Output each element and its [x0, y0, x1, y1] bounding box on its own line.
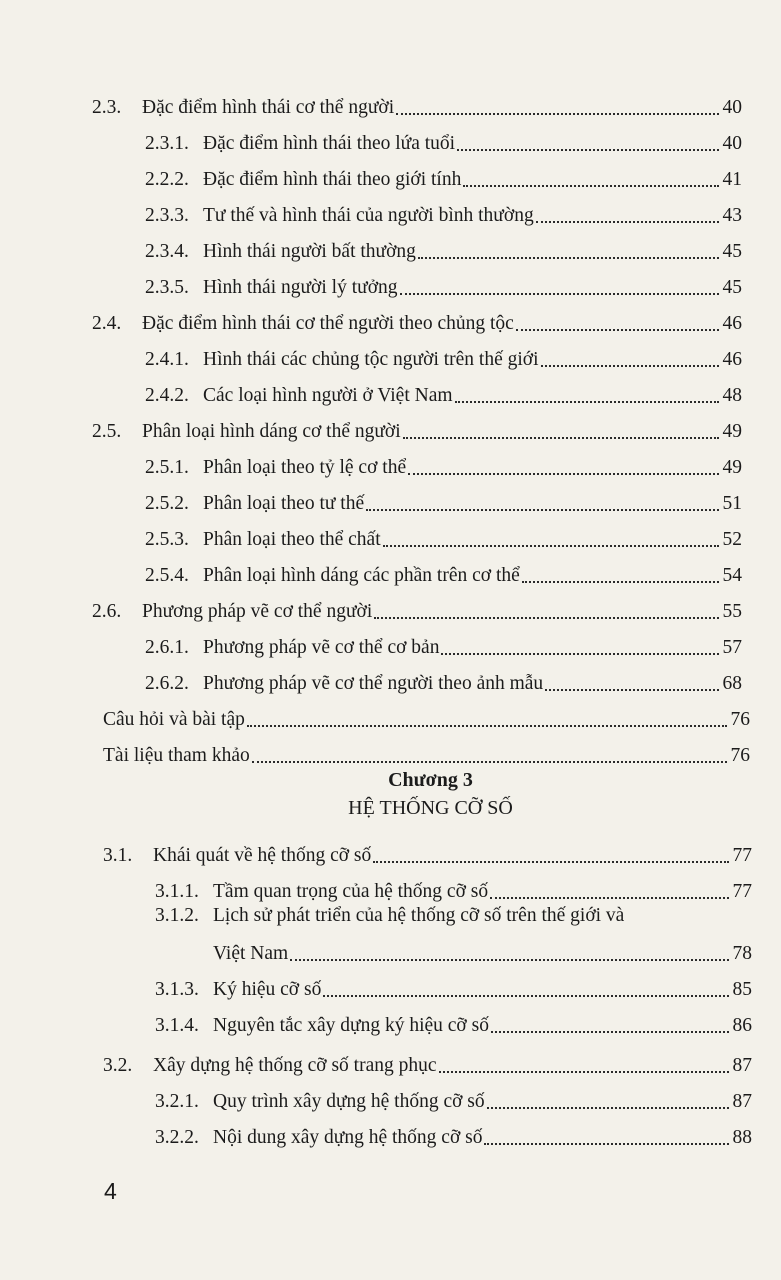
dot-leader [455, 401, 719, 403]
dot-leader [484, 1143, 728, 1145]
entry-number: 2.3. [92, 97, 122, 118]
dot-leader [522, 581, 719, 583]
toc-entry [145, 660, 742, 696]
entry-title: Phương pháp vẽ cơ thể cơ bản [203, 637, 440, 658]
dot-leader [487, 1107, 729, 1109]
entry-title: Các loại hình người ở Việt Nam [203, 385, 453, 406]
dot-leader [290, 959, 728, 961]
entry-title: Hình thái các chủng tộc người trên thế giới [203, 349, 539, 370]
entry-page: 76 [730, 709, 750, 730]
entry-number: 2.6. [92, 601, 122, 622]
entry-number: 2.4.2. [145, 385, 189, 406]
entry-title: Đặc điểm hình thái theo giới tính [203, 169, 462, 190]
entry-page: 76 [730, 745, 750, 766]
toc-entry [103, 832, 752, 868]
entry-page: 78 [732, 943, 752, 964]
entry-title: Lịch sử phát triển của hệ thống cỡ số trên thế giới và [213, 905, 625, 926]
entry-page: 86 [732, 1015, 752, 1036]
dot-leader [545, 689, 718, 691]
entry-page: 85 [732, 979, 752, 1000]
entry-title: Tư thế và hình thái của người bình thường [203, 205, 534, 226]
dot-leader [403, 437, 719, 439]
entry-number: 2.6.1. [145, 637, 189, 658]
toc-entry [145, 336, 742, 372]
entry-page: 46 [722, 313, 742, 334]
toc-entry [92, 300, 742, 336]
entry-number: 3.1. [103, 845, 133, 866]
dot-leader [491, 1031, 729, 1033]
entry-page: 40 [722, 133, 742, 154]
toc-entry [92, 588, 742, 624]
entry-number: 2.5.1. [145, 457, 189, 478]
toc-entry [155, 1078, 752, 1114]
entry-title: Phương pháp vẽ cơ thể người theo ảnh mẫu [203, 673, 544, 694]
dot-leader [373, 861, 728, 863]
toc-entry [145, 192, 742, 228]
entry-title: Đặc điểm hình thái cơ thể người theo chủng tộc [142, 313, 514, 334]
dot-leader [374, 617, 718, 619]
dot-leader [516, 329, 719, 331]
entry-title: Tài liệu tham khảo [103, 745, 250, 766]
entry-number: 2.4. [92, 313, 122, 334]
entry-title: Hình thái người bất thường [203, 241, 416, 262]
entry-number: 3.1.2. [155, 905, 199, 926]
chapter-title: HỆ THỐNG CỠ SỐ [348, 797, 513, 819]
dot-leader [396, 113, 718, 115]
dot-leader [323, 995, 728, 997]
entry-title: Phân loại hình dáng cơ thể người [142, 421, 401, 442]
entry-page: 54 [722, 565, 742, 586]
dot-leader [463, 185, 718, 187]
entry-page: 55 [722, 601, 742, 622]
entry-page: 51 [722, 493, 742, 514]
dot-leader [439, 1071, 729, 1073]
toc-entry [92, 84, 742, 120]
dot-leader [441, 653, 718, 655]
dot-leader [383, 545, 719, 547]
entry-page: 40 [722, 97, 742, 118]
entry-page: 77 [732, 881, 752, 902]
entry-title: Phân loại theo tư thế [203, 493, 365, 514]
dot-leader [490, 897, 728, 899]
entry-number: 2.5.3. [145, 529, 189, 550]
entry-page: 45 [722, 277, 742, 298]
toc-entry [145, 480, 742, 516]
entry-title-continued: Việt Nam [213, 943, 289, 964]
dot-leader [457, 149, 718, 151]
dot-leader [536, 221, 719, 223]
toc-entry [103, 696, 750, 732]
entry-page: 52 [722, 529, 742, 550]
entry-number: 2.4.1. [145, 349, 189, 370]
entry-title: Phân loại theo tỷ lệ cơ thể [203, 457, 407, 478]
entry-number: 2.3.3. [145, 205, 189, 226]
entry-page: 57 [722, 637, 742, 658]
toc-entry [145, 372, 742, 408]
dot-leader [408, 473, 718, 475]
entry-title: Nguyên tắc xây dựng ký hiệu cỡ số [213, 1015, 489, 1036]
dot-leader [247, 725, 727, 727]
entry-title: Đặc điểm hình thái theo lứa tuổi [203, 133, 456, 154]
entry-number: 2.6.2. [145, 673, 189, 694]
entry-title: Xây dựng hệ thống cỡ số trang phục [153, 1055, 437, 1076]
entry-title: Phân loại theo thể chất [203, 529, 381, 550]
page-number: 4 [104, 1178, 117, 1204]
entry-number: 2.2.2. [145, 169, 189, 190]
entry-title: Câu hỏi và bài tập [103, 709, 245, 730]
toc-entry [155, 868, 752, 904]
toc-entry [103, 1042, 752, 1078]
entry-number: 2.5. [92, 421, 122, 442]
entry-number: 2.3.1. [145, 133, 189, 154]
entry-title: Nội dung xây dựng hệ thống cỡ số [213, 1127, 483, 1148]
entry-number: 2.3.5. [145, 277, 189, 298]
entry-page: 49 [722, 421, 742, 442]
entry-page: 46 [722, 349, 742, 370]
toc-entry [155, 1114, 752, 1150]
entry-number: 3.1.4. [155, 1015, 199, 1036]
entry-page: 43 [722, 205, 742, 226]
entry-title: Ký hiệu cỡ số [213, 979, 322, 1000]
entry-title: Phân loại hình dáng các phần trên cơ thể [203, 565, 520, 586]
toc-entry [145, 228, 742, 264]
entry-title: Tầm quan trọng của hệ thống cỡ số [213, 881, 489, 902]
toc-entry [213, 930, 752, 966]
entry-number: 2.3.4. [145, 241, 189, 262]
entry-title: Phương pháp vẽ cơ thể người [142, 601, 373, 622]
entry-number: 2.5.4. [145, 565, 189, 586]
dot-leader [252, 761, 727, 763]
entry-title: Hình thái người lý tưởng [203, 277, 398, 298]
entry-page: 68 [722, 673, 742, 694]
entry-number: 3.1.3. [155, 979, 199, 1000]
toc-entry [92, 408, 742, 444]
toc-entry [145, 444, 742, 480]
dot-leader [541, 365, 719, 367]
entry-number: 3.1.1. [155, 881, 199, 902]
entry-page: 87 [732, 1091, 752, 1112]
entry-page: 45 [722, 241, 742, 262]
toc-entry [145, 156, 742, 192]
toc-entry [145, 624, 742, 660]
toc-entry [145, 516, 742, 552]
entry-page: 77 [732, 845, 752, 866]
dot-leader [400, 293, 719, 295]
entry-page: 41 [722, 169, 742, 190]
entry-page: 87 [732, 1055, 752, 1076]
entry-number: 3.2.1. [155, 1091, 199, 1112]
entry-number: 2.5.2. [145, 493, 189, 514]
entry-number: 3.2. [103, 1055, 133, 1076]
entry-number: 3.2.2. [155, 1127, 199, 1148]
entry-page: 88 [732, 1127, 752, 1148]
entry-title: Đặc điểm hình thái cơ thể người [142, 97, 395, 118]
toc-entry-first-line [155, 904, 624, 928]
toc-entry [103, 732, 750, 768]
toc-entry [145, 552, 742, 588]
toc-entry [155, 1002, 752, 1038]
entry-page: 49 [722, 457, 742, 478]
entry-title: Khái quát về hệ thống cỡ số [153, 845, 372, 866]
entry-title: Quy trình xây dựng hệ thống cỡ số [213, 1091, 485, 1112]
dot-leader [366, 509, 718, 511]
toc-entry [155, 966, 752, 1002]
toc-entry [145, 264, 742, 300]
chapter-label: Chương 3 [388, 769, 473, 791]
entry-page: 48 [722, 385, 742, 406]
dot-leader [418, 257, 719, 259]
toc-entry [145, 120, 742, 156]
